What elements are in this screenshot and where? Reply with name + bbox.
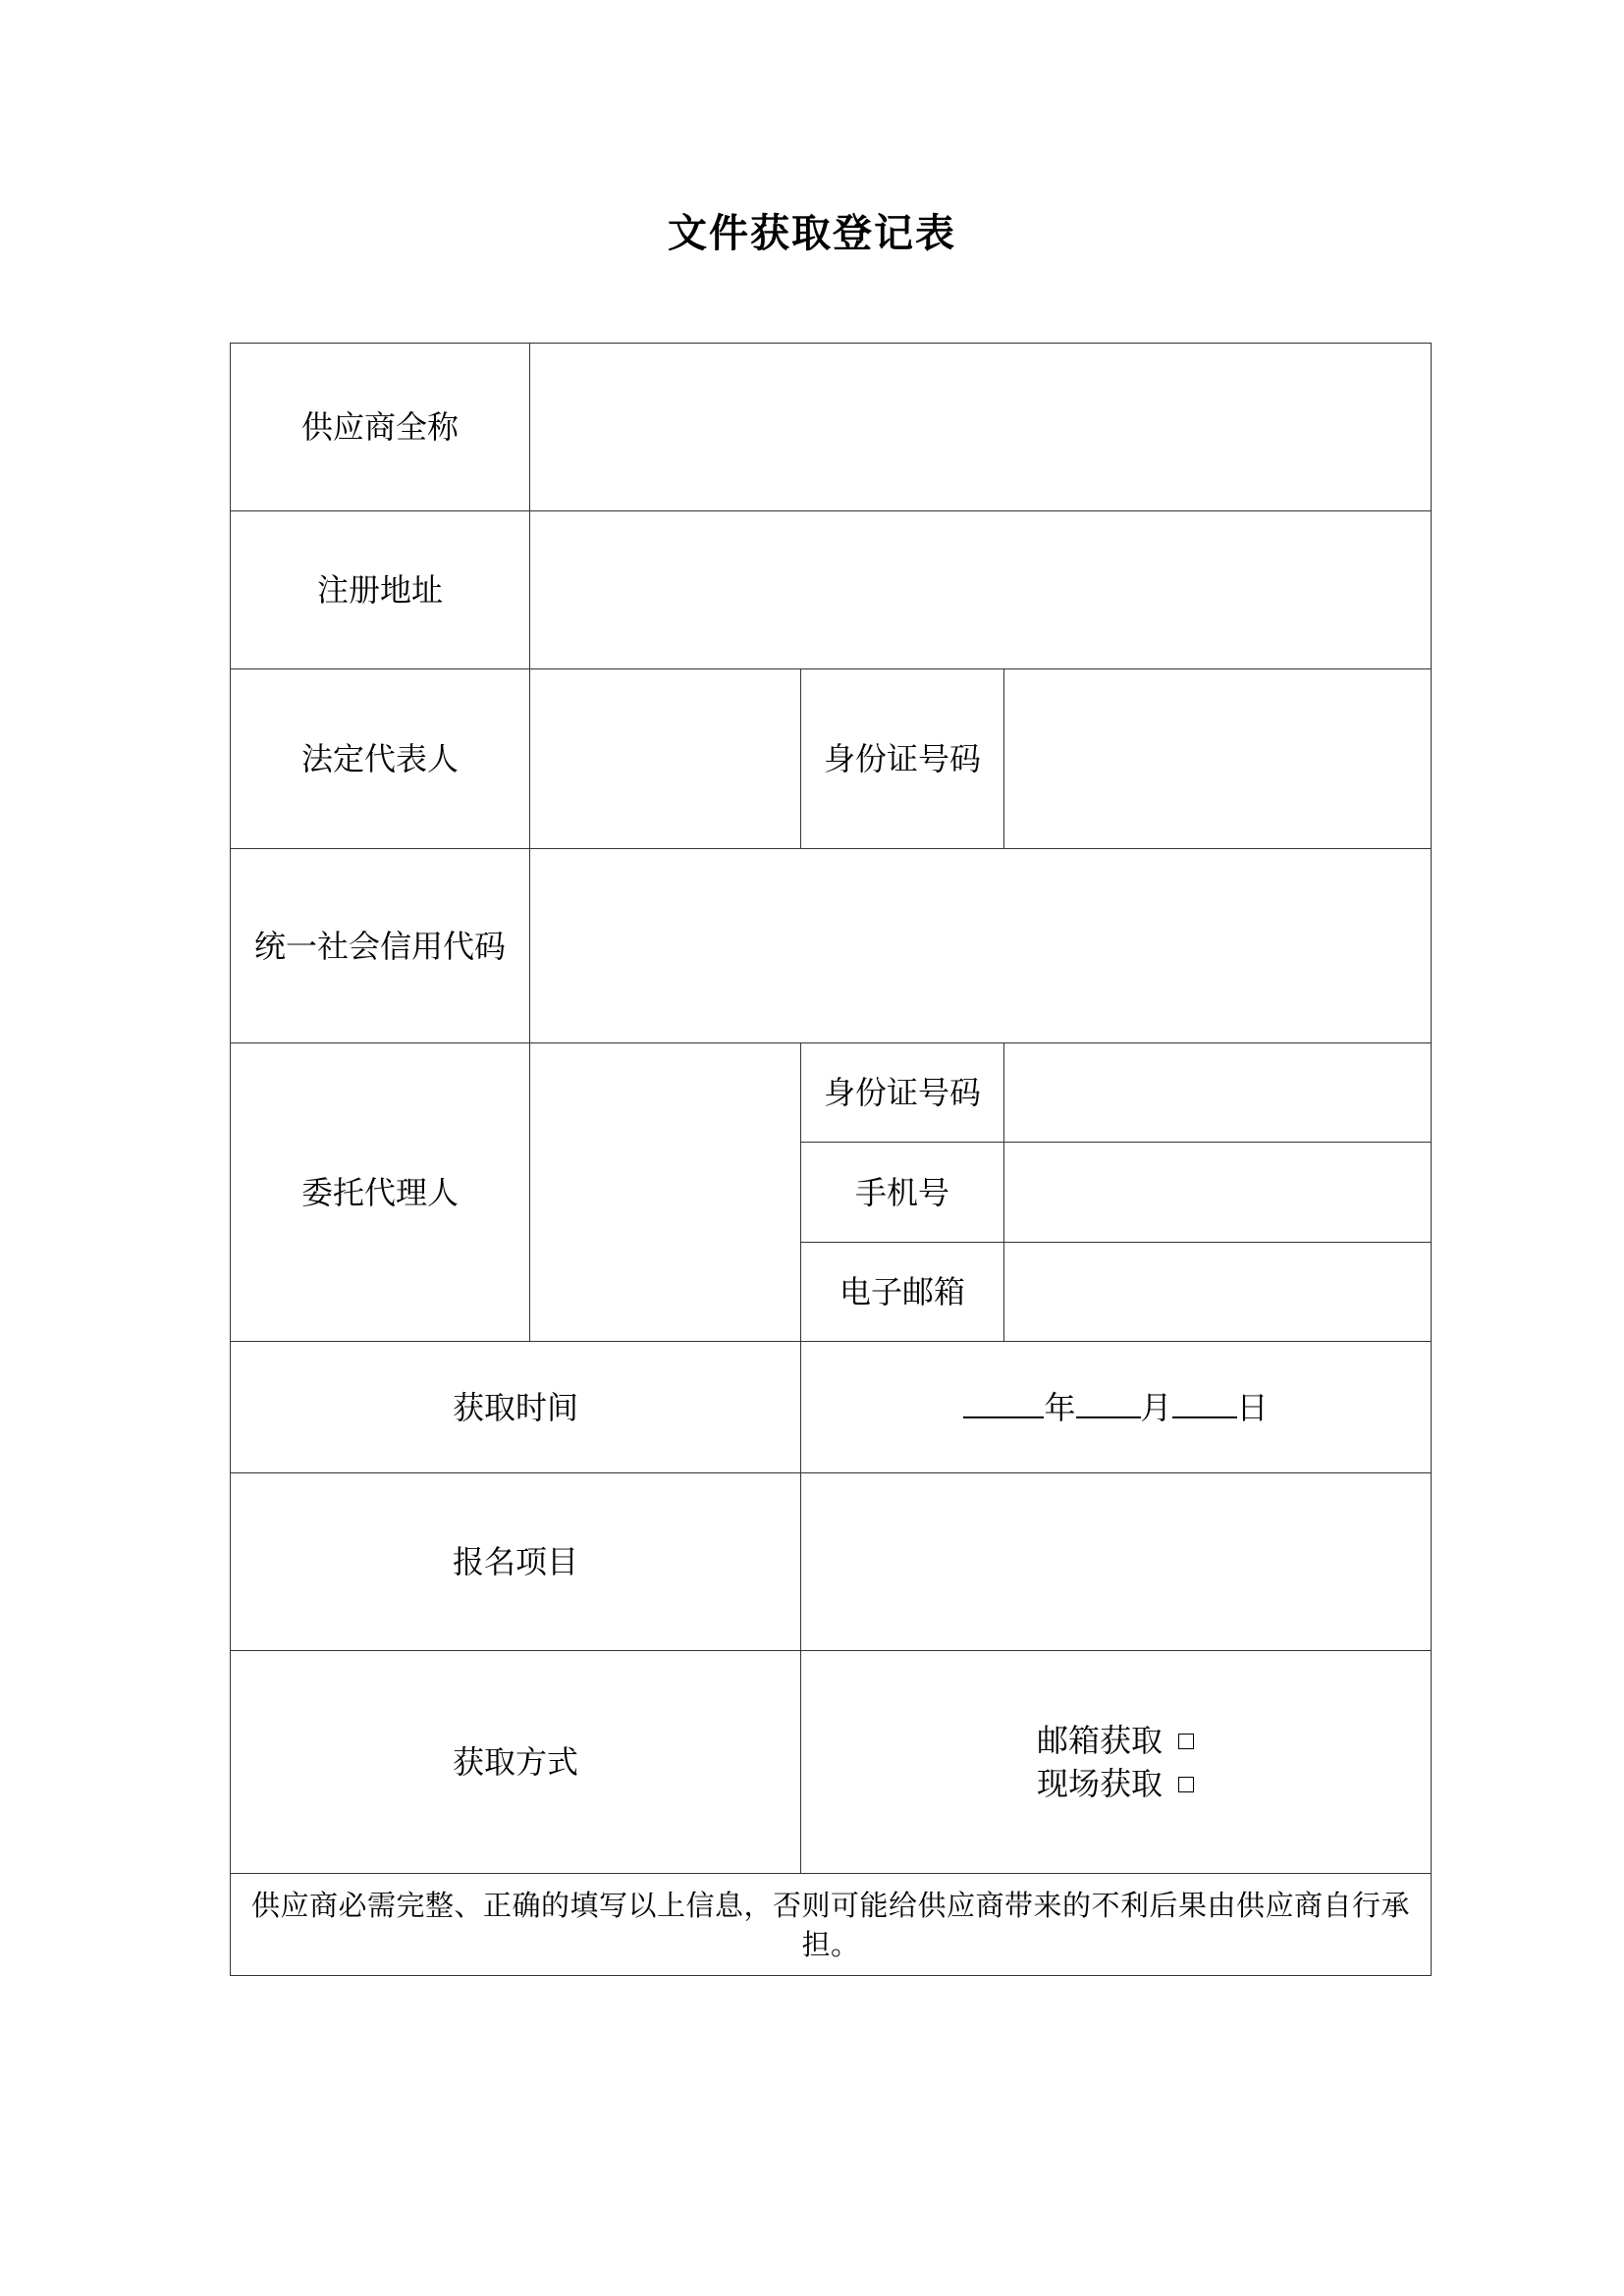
field-supplier-name[interactable] (530, 344, 1432, 511)
method-option-email (801, 1719, 1431, 1762)
label-credit-code: 统一社会信用代码 (231, 849, 530, 1043)
label-agent: 委托代理人 (231, 1043, 530, 1342)
label-acquire-time: 获取时间 (231, 1342, 801, 1473)
field-agent[interactable] (530, 1043, 801, 1342)
row-supplier-name (231, 344, 1432, 511)
field-legal-rep[interactable] (530, 669, 801, 849)
field-acquire-method (801, 1651, 1432, 1874)
notice-text: 供应商必需完整、正确的填写以上信息，否则可能给供应商带来的不利后果由供应商自行承担。 (231, 1874, 1432, 1976)
page-title: 文件获取登记表 (668, 210, 956, 256)
label-agent-email: 电子邮箱 (801, 1243, 1004, 1342)
row-registered-address (231, 511, 1432, 669)
label-registered-address: 注册地址 (231, 511, 530, 669)
field-legal-rep-id[interactable] (1004, 669, 1432, 849)
month-blank[interactable] (1076, 1387, 1141, 1418)
method-option-onsite-label: 现场获取 (1037, 1765, 1164, 1802)
label-legal-rep-id: 身份证号码 (801, 669, 1004, 849)
label-project: 报名项目 (231, 1473, 801, 1651)
registration-form-table (230, 343, 1432, 1976)
year-blank[interactable] (963, 1387, 1044, 1418)
field-agent-email[interactable] (1004, 1243, 1432, 1342)
method-onsite-checkbox[interactable] (1178, 1777, 1194, 1792)
row-agent-id (231, 1043, 1432, 1143)
field-acquire-time[interactable] (801, 1342, 1432, 1473)
row-legal-rep (231, 669, 1432, 849)
label-agent-phone: 手机号 (801, 1143, 1004, 1243)
field-registered-address[interactable] (530, 511, 1432, 669)
field-credit-code[interactable] (530, 849, 1432, 1043)
field-agent-id[interactable] (1004, 1043, 1432, 1143)
day-blank[interactable] (1172, 1387, 1237, 1418)
day-unit: 日 (1236, 1389, 1269, 1426)
field-project[interactable] (801, 1473, 1432, 1651)
method-option-email-label: 邮箱获取 (1037, 1722, 1164, 1759)
year-unit: 年 (1044, 1389, 1076, 1426)
label-acquire-method: 获取方式 (231, 1651, 801, 1874)
row-project (231, 1473, 1432, 1651)
row-acquire-time (231, 1342, 1432, 1473)
label-agent-id: 身份证号码 (801, 1043, 1004, 1143)
field-agent-phone[interactable] (1004, 1143, 1432, 1243)
row-credit-code (231, 849, 1432, 1043)
label-supplier-name: 供应商全称 (231, 344, 530, 511)
method-option-onsite (801, 1762, 1431, 1805)
method-email-checkbox[interactable] (1178, 1734, 1194, 1749)
label-legal-rep: 法定代表人 (231, 669, 530, 849)
month-unit: 月 (1140, 1389, 1172, 1426)
row-notice (231, 1874, 1432, 1976)
row-acquire-method (231, 1651, 1432, 1874)
